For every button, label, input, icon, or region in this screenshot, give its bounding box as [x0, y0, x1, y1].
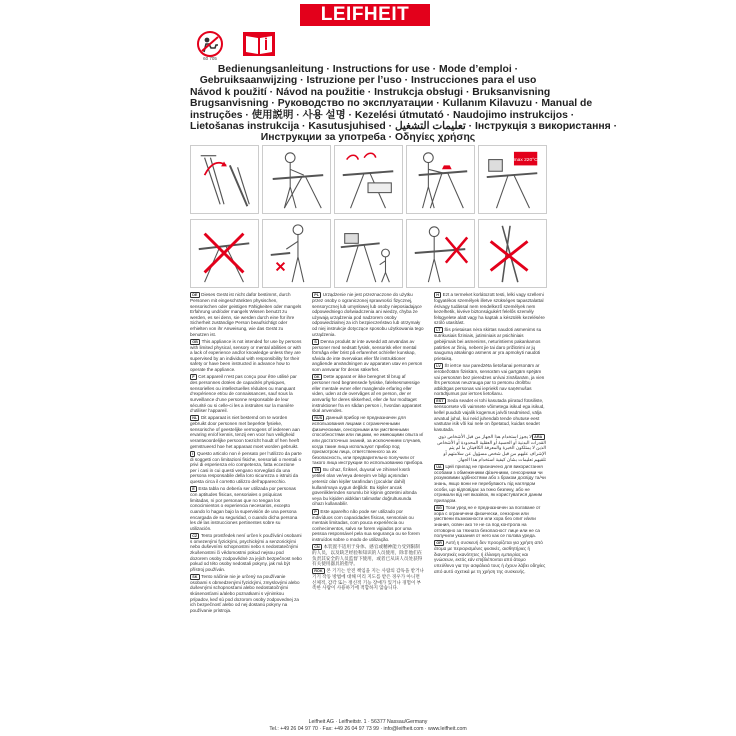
safety-text: Dit apparaat is niet bestemd om te worden gebruikt door personen met beperkte fysieke, sensorische of geestelijke vermogens of iedereen aan ervaring en/of kennis, tenzij een voor hun veiligheid verantwoordelijke persoon toezicht houdt of hen heeft geïnstrueerd hoe het apparaat moet worden gebruikt.: [190, 415, 300, 449]
safety-paragraph: [190, 374, 302, 414]
title-line: instruções · 使用説明 · 사용 설명 · Kezelési útmutató · Naudojimo instrukcijos ·: [190, 109, 575, 121]
text-column-2: [312, 292, 424, 704]
safety-paragraph: [434, 434, 546, 462]
language-code-badge: ROK: [312, 568, 325, 574]
safety-text: Cet appareil n’est pas conçu pour être utilisé par des personnes dotées de capacités physiques, sensorielles ou intellectuelles réduites ou manquant d’expérience et/ou de connaissances, sauf sous la surveillance d’une personne responsable de leur sécurité ou si celle-ci les a instruites sur la manière d’utiliser l’appareil.: [190, 374, 297, 414]
language-code-badge: RUS: [312, 415, 324, 421]
safety-paragraph: [312, 544, 424, 567]
language-code-badge: E: [190, 486, 197, 492]
fig-temperature: [478, 145, 547, 214]
safety-paragraph: [434, 464, 546, 504]
language-code-badge: BG: [434, 505, 444, 511]
language-code-badge: H: [434, 292, 441, 298]
fig-fold: [262, 219, 331, 288]
title-block: [190, 64, 618, 144]
safety-paragraph: [434, 540, 546, 574]
safety-text: This appliance is not intended for use by persons with limited physical, sensory or mental abilities or with a lack of experience and/or knowledge unless they are supervised by an individual with responsibility for their safety or have been instructed in advance how to operate the appliance.: [190, 338, 302, 373]
fig-no-outdoor: [478, 219, 547, 288]
language-code-badge: P: [312, 509, 319, 515]
title-line: Lietošanas instrukcija · Kasutusjuhised · تعليمات التشغيل · Інструкція з використання ·: [190, 121, 618, 133]
safety-text: Esta tabla no debería ser utilizada por personas con aptitudes físicas, sensoriales o psíquicas limitadas, ni por personas que no tengan los conocimientos o experiencia necesarios, excepto cuando lo hagan bajo la supervisión de una persona encargada de su seguridad, o cuando dicha persona les dé las instrucciones pertinentes sobre su utilización.: [190, 486, 298, 531]
safety-text: Ezt a termeket korlátozott testi, lelki vagy szellemi fogyatékos személyek illetve szükséges tapasztalattal és/vagy tudással nem rendelkező személyek nem kezelhetik, kivéve biztonságukért felelős személy felügyelete alatt vagy ha kaptak a készülék kezelésére szóló utasítást.: [434, 292, 545, 326]
safety-paragraph: [312, 415, 424, 466]
fig-no-tilt: [190, 219, 259, 288]
title-line: Brugsanvisning · Руководство по эксплуатации · Kullanım Kilavuzu · Manual de: [190, 98, 593, 110]
safety-text: 본 기기는 안전 책임을 지는 사람의 감독을 받거나 기기 작동 방법에 대해 미리 지도를 받은 경우가 아니면 신체적, 감각 또는 정신적 기능 장애가 있거나 경험이 부족한 사람이 사용하기에 적합하지 않습니다.: [312, 568, 424, 591]
language-code-badge: ARA: [532, 434, 545, 440]
language-code-badge: PL: [312, 292, 321, 298]
text-column-3: [434, 292, 546, 704]
language-code-badge: GB: [190, 339, 200, 345]
safety-paragraph: [434, 505, 546, 539]
safety-text: Seda seadet ei tohi kasutada piiratud füüsiliste, sensoorsete või vaimsete võimetega isikud ega isikud, kellel puudub vajalik kogemus ja/või teadmised, välja arvatud juhul, kui neid juhendab tende ohutuse eest vastutav isik või kui nele on õpetatud, kuidas seadet kasutada.: [434, 398, 545, 432]
fig-height-adjust: [262, 145, 331, 214]
safety-text: Данный прибор не предназначен для использования лицами с ограниченными физическими, сенсорными или умственными способностями или лицами, не имеющими опыта и/или достаточных знаний, за исключением случаев, когда такие лица используют прибор под присмотром лица, ответственного за их безопасность, или предварительно получили от такого лица инструкции по использованию прибора.: [312, 415, 424, 466]
fig-no-children: [334, 219, 403, 288]
language-code-badge: DE: [190, 292, 200, 298]
safety-paragraph: [312, 467, 424, 507]
language-code-badge: CN: [312, 544, 322, 550]
fig-no-climb: [406, 219, 475, 288]
safety-paragraph: [190, 415, 302, 449]
safety-text: Questo articolo non è pensato per l’utilizzo da parte di soggetti con limitazioni fisiche, sensoriali o mentali o privi di esperienza e/o competenza, fatta eccezione per i casi in cui questi vengano sorvegliati da una persona responsabile della loro sicurezza o istruiti da questa circa il corretto utilizzo dell’apparecchio.: [190, 450, 302, 485]
fig-ironing: [406, 145, 475, 214]
safety-text: Tento náčinie nie je určený na používanie osobami s obmedzenými fyzickými, zmyslovými alebo duševnými schopnosťami alebo nedostatočnými skúsenosťami a/alebo poznatkami s výnimkou prípadov, keď sú pod dozorom osoby zodpovednej za ich bezpečnosť alebo od nej dostanú pokyny na používanie prístroja.: [190, 573, 300, 613]
language-code-badge: F: [190, 374, 197, 380]
language-code-badge: I: [190, 451, 195, 457]
safety-paragraph: [434, 292, 546, 326]
language-code-badge: EST: [434, 398, 446, 404]
safety-text-columns: [190, 292, 546, 704]
safety-text: Urządzenie nie jest przeznaczone do użytku przez osoby o ograniczonej sprawności fizycznej, sensorycznej lub umysłowej lub osoby nieposiadające odpowiedniego doświadczenia ani wiedzy, chyba że używają urządzenia pod nadzorem osoby odpowiedzialnej za ich bezpieczeństwo lub otrzymały od niej instrukcje dotyczące sposobu użytkowania tego urządzenia.: [312, 292, 424, 337]
safety-text: Цей прилад не призначено для використання особами з обмеженими фізичними, сенсорними чи розумовими здібностями або з браком досвіду та/чи знань, якщо вони не перебувають під наглядом особи, що відповідає за їхню безпеку, або не отримали від неї вказівок, як користуватися даним приладом.: [434, 463, 546, 503]
no-children-iron-icon: [196, 30, 224, 58]
safety-paragraph: [434, 398, 546, 432]
illustration-grid: [190, 145, 546, 289]
fig-open-board: [190, 145, 259, 214]
safety-text: 本装置不适用于身体、感官或精神能力受到限制的人员，以及缺乏经验和知识的人员使用，除非他们在负责其安全的人员监督下使用，或者已从该人员处获得有关使用器具的指导。: [312, 543, 423, 567]
title-line: Návod k použití · Návod na použitie · Instrukcja obsługi · Bruksanvisning: [190, 86, 551, 98]
safety-paragraph: [312, 509, 424, 543]
safety-text: Dette apparat er ikke beregnet til brug af personer med begrænsede fysiske, følelsesmæssige eller mentale evner eller manglende erfaring eller viden, uden at de overvåges af en person, der er ansvarlig for deres sikkerhed, eller de har modtaget instruktioner fra en sådan person i, hvordan apparatet skal anvendes.: [312, 374, 422, 414]
title-line: Gebruiksaanwijzing · Istruzione per l’uso · Instrucciones para el uso: [199, 75, 537, 87]
safety-paragraph: [312, 339, 424, 373]
safety-paragraph: [190, 574, 302, 614]
safety-text: Bu cihaz, fiziksel, duyusal ve zihinsel kısıtlı yetileri olan ve/veya deneyim ve bilgi açısından yetersiz olan kişiler tarafından (çocuklar dahil) kullanılmaya uygun değildir. Bu kişiler ancak güvenliklerinden sorumlu bir kişinin gözetimi altında veya bu kişiden aldıkları talimatlar doğrultusunda cihazı kullanabilir.: [312, 467, 417, 507]
read-manual-icon: [242, 30, 276, 58]
footer-address: Leifheit AG · Leifheitstr. 1 · 56377 Nassau/Germany: [308, 719, 428, 725]
safety-text: Este aparelho não pode ser utilizado por indivíduos com capacidades físicas, sensoriais ou mentais limitadas, com pouca experiência ou conhecimentos, salvo se forem vigiados por uma pessoa responsável pela sua segurança ou se forem instruídos sobre o modo de utilização.: [312, 508, 420, 542]
language-code-badge: SK: [190, 574, 200, 580]
safety-paragraph: [190, 292, 302, 337]
brand-logo: LEIFHEIT: [300, 4, 430, 26]
language-code-badge: CZ: [190, 533, 199, 539]
safety-paragraph: [312, 374, 424, 414]
safety-paragraph: [312, 568, 424, 591]
language-code-badge: UA: [434, 464, 444, 470]
age-label: 60 705: [203, 56, 217, 61]
language-code-badge: S: [312, 339, 319, 345]
language-code-badge: TR: [312, 467, 321, 473]
safety-text: Αυτή η συσκευή δεν προορίζεται για χρήση από άτομα με περιορισμένες φυσικές, αισθητήριες ή διανοητικές ικανότητες ή έλλειψη εμπειρίας και γνώσεων, εκτός εάν επιβλέπονται από άτομο υπεύθυνο για την ασφάλειά τους ή έχουν λάβει οδηγίες από αυτό σχετικά με τη χρήση της συσκευής.: [434, 540, 546, 574]
language-code-badge: DK: [312, 374, 322, 380]
title-line: Bedienungsanleitung · Instructions for use · Mode d’emploi ·: [217, 64, 519, 75]
temperature-label: max 220°C: [513, 158, 538, 164]
text-column-1: [190, 292, 302, 704]
footer-contact: Tel.: +49 26 04 97 70 · Fax: +49 26 04 97 73 99 · info@leifheit.com · www.leifheit.com: [269, 726, 467, 732]
fig-iron-rest: [334, 145, 403, 214]
safety-text: Denna produkt är inte avsedd att användas av personer med nedsatt fysisk, sensorisk eller mental förmåga eller brist på erfarenhet och/eller kunskap, såvida de inte övervakas eller får instruktioner angående användningen av apparaten utav en person som ansvarar för deras säkerhet.: [312, 338, 423, 373]
safety-paragraph: [190, 486, 302, 531]
safety-text: Dieses Gerät ist nicht dafür bestimmt, durch Personen mit eingeschränkten physischen, sensorischen oder geistigen Fähigkeiten oder mangels Erfahrung und/oder mangels Wissen benutzt zu werden, es sei denn, sie werden durch eine für ihre Sicherheit zuständige Person beaufsichtigt oder erhielten von ihr Anweisung, wie das Gerät zu benutzen ist.: [190, 292, 302, 337]
footer: [190, 719, 546, 733]
safety-paragraph: [434, 363, 546, 397]
safety-text: Šī ierīce nav paredzēta lietošanai personām ar ierobežotām fiziskām, sensorām vai garīgām spējām vai personām bez pieredzes un/vai zināšanām, ja vien šīs personas neuzrauga par to personu drošību atbildīgas personas vai iepriekš nav saņēmušas norādījumus par ierīces lietošanu.: [434, 362, 545, 397]
safety-paragraph: [190, 533, 302, 573]
safety-paragraph: [312, 292, 424, 337]
safety-paragraph: [434, 327, 546, 361]
safety-text: لا يجوز استخدام هذا الجهاز من قبل الأشخاص ذوي القدرات البدنية أو الحسية أو العقلية المحدودة أو الأشخاص الذين لا يمتلكون الخبرة والمعرفة الكافيتان ما لم يتم الإشراف عليهم من قبل شخص مسؤول عن سلامتهم أو تلقيهم تعليمات بشأن كيفية استخدام هذا الجهاز.: [437, 433, 546, 462]
language-code-badge: LV: [434, 363, 443, 369]
language-code-badge: NL: [190, 415, 199, 421]
safety-text: Този уред не е предназначен за ползване от хора с ограничени физически, сензорни или умствени възможности или хора без опит и/или знания, освен ако те не са под контрола на отговорно за тяхната безопасност лице или не са получили указания от него как се ползва уреда.: [434, 504, 541, 539]
language-code-badge: GR: [434, 540, 444, 546]
safety-text: Tento prostředek není určen k používání osobami s omezenými fyzickými, psychickými a senzorickými nebo duševními schopnostmi nebo s nedostatečnými zkušenostmi či vědomostmi pokud nejsou pod dozorem osoby zodpovědné za jejich bezpečnost nebo pokud od této osoby nedostali pokyny, jak má být přístroj používán.: [190, 532, 302, 572]
safety-paragraph: [190, 339, 302, 373]
title-line: Инструкции за употреба · Οδηγίες χρήσης: [260, 132, 476, 144]
language-code-badge: LT: [434, 327, 443, 333]
safety-paragraph: [190, 451, 302, 485]
safety-text: Šis prietaisas nėra skirtas naudoti asmenims su sutrikusiais fiziniais, jutiminiais ar psichiniais gebėjimais bei asmenims, neturintiems pakankamos patirties ar žinių, nebent jie tai daro prižiūrimi ar jų saugumą atsakingo asmens ar yra apmokyti naudoti prietaisą.: [434, 327, 542, 361]
